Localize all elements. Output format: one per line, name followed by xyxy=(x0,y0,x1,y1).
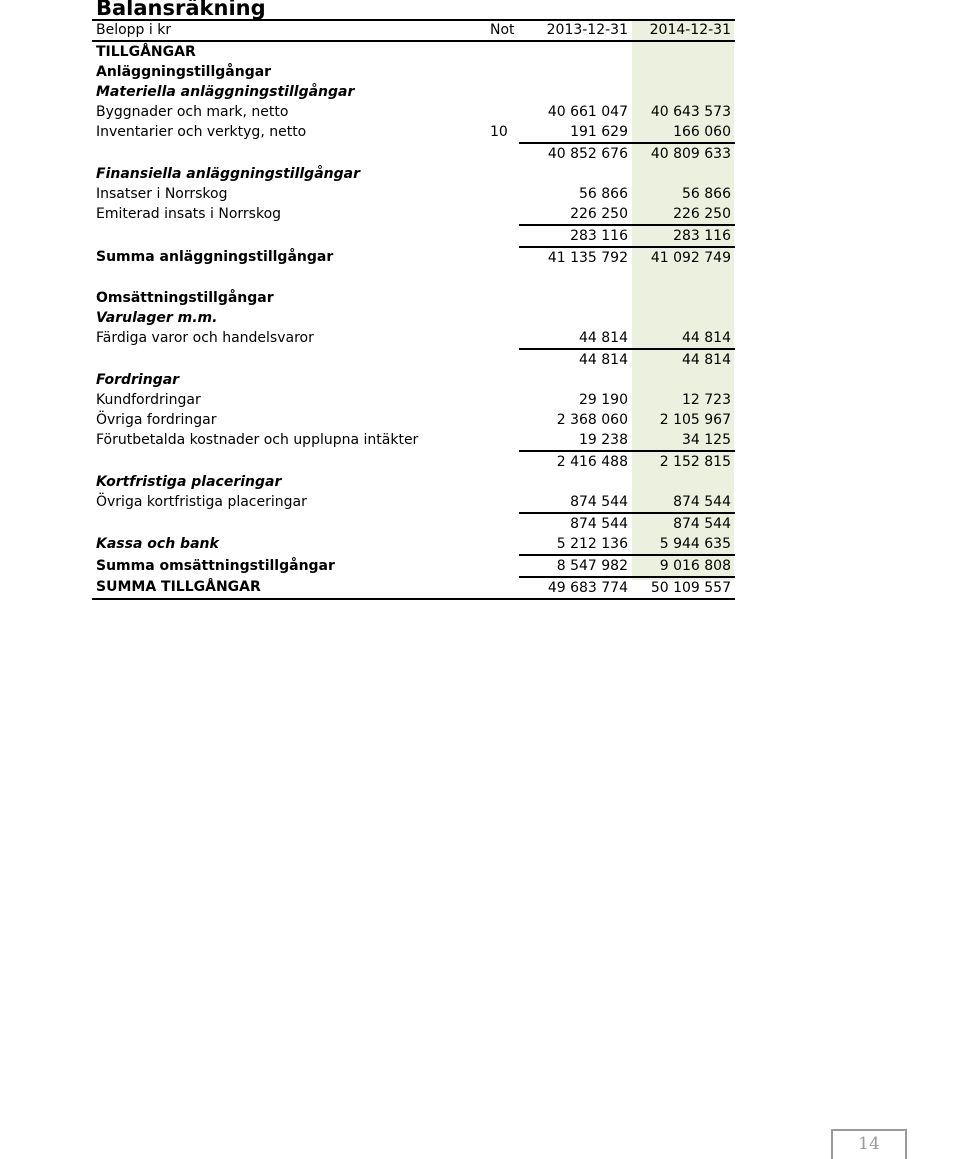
header-note: Not xyxy=(486,20,519,41)
row-note xyxy=(486,82,519,102)
row-value-2014 xyxy=(632,288,735,308)
subtotal-row xyxy=(92,225,735,247)
header-label: Belopp i kr xyxy=(92,20,486,41)
row-value-2014: 874 544 xyxy=(673,515,731,532)
row-value-2013 xyxy=(519,41,632,62)
row-note xyxy=(486,308,519,328)
header-col-2013: 2013-12-31 xyxy=(519,20,632,41)
row-note xyxy=(486,451,519,472)
row-value-2014 xyxy=(632,268,735,288)
row-note xyxy=(486,390,519,410)
row-label xyxy=(92,513,486,534)
row-label: Emiterad insats i Norrskog xyxy=(96,206,282,222)
row-value-2014: 44 814 xyxy=(632,328,735,349)
row-value-2013: 29 190 xyxy=(579,391,628,408)
row-note xyxy=(486,62,519,82)
row-label: Omsättningstillgångar xyxy=(96,289,274,306)
row-value-2014 xyxy=(632,308,735,328)
row-value-2013: 56 866 xyxy=(579,185,628,202)
row-note xyxy=(486,555,519,577)
row-label: Materiella anläggningstillgångar xyxy=(96,83,355,100)
table-row xyxy=(92,164,735,184)
row-note: 10 xyxy=(490,124,508,140)
row-value-2013 xyxy=(519,308,632,328)
row-label: Varulager m.m. xyxy=(96,309,218,326)
table-row xyxy=(92,204,735,225)
page-title: Balansräkning xyxy=(96,0,266,20)
table-row xyxy=(92,492,735,513)
row-label: Övriga kortfristiga placeringar xyxy=(96,494,307,510)
table-row xyxy=(92,370,735,390)
row-value-2013: 2 368 060 xyxy=(556,411,628,428)
row-value-2014 xyxy=(632,41,735,62)
row-note xyxy=(486,370,519,390)
row-value-2013 xyxy=(519,268,632,288)
row-note xyxy=(486,328,519,349)
row-note xyxy=(486,184,519,204)
row-label xyxy=(92,268,486,288)
subtotal-row xyxy=(92,451,735,472)
row-value-2014: 12 723 xyxy=(682,391,731,408)
row-value-2013 xyxy=(519,288,632,308)
row-note xyxy=(486,472,519,492)
row-label: Insatser i Norrskog xyxy=(96,185,228,202)
row-value-2013 xyxy=(519,82,632,102)
row-label: Anläggningstillgångar xyxy=(96,63,272,80)
row-note xyxy=(486,577,519,599)
table-row xyxy=(92,308,735,328)
row-note xyxy=(486,225,519,247)
row-value-2013: 44 814 xyxy=(519,328,632,349)
row-value-2013: 40 852 676 xyxy=(547,145,628,162)
row-note xyxy=(486,430,519,451)
row-value-2014: 40 643 573 xyxy=(650,103,731,120)
row-label: Förutbetalda kostnader och upplupna intäkter xyxy=(96,432,419,448)
row-value-2014: 50 109 557 xyxy=(632,577,735,599)
row-value-2014: 2 152 815 xyxy=(659,453,731,470)
table-row xyxy=(92,430,735,451)
row-note xyxy=(486,349,519,370)
row-value-2013 xyxy=(519,164,632,184)
row-value-2014: 226 250 xyxy=(632,204,735,225)
row-label: Kassa och bank xyxy=(96,536,219,552)
row-value-2014: 56 866 xyxy=(682,185,731,202)
row-value-2014 xyxy=(632,472,735,492)
row-note xyxy=(486,143,519,164)
row-note xyxy=(486,492,519,513)
table-row xyxy=(92,62,735,82)
row-label xyxy=(92,143,486,164)
row-note xyxy=(486,102,519,122)
row-label: Kortfristiga placeringar xyxy=(96,473,282,490)
table-row xyxy=(92,472,735,492)
subtotal-row xyxy=(92,349,735,370)
row-value-2013: 874 544 xyxy=(519,492,632,513)
row-value-2013: 49 683 774 xyxy=(519,577,632,599)
row-note xyxy=(486,247,519,268)
grand-total-row xyxy=(92,577,735,599)
row-label: Summa anläggningstillgångar xyxy=(96,249,334,265)
row-value-2013: 2 416 488 xyxy=(556,453,628,470)
row-note xyxy=(486,534,519,555)
table-row xyxy=(92,82,735,102)
table-row xyxy=(92,184,735,204)
subtotal-row xyxy=(92,143,735,164)
row-value-2013 xyxy=(519,370,632,390)
subtotal-row xyxy=(92,513,735,534)
table-row xyxy=(92,41,735,62)
total-row xyxy=(92,555,735,577)
row-label: Kundfordringar xyxy=(96,391,201,408)
row-value-2014: 283 116 xyxy=(632,225,735,247)
table-row xyxy=(92,122,735,143)
row-note xyxy=(486,41,519,62)
row-label xyxy=(92,225,486,247)
row-value-2013: 8 547 982 xyxy=(519,555,632,577)
row-value-2014: 2 105 967 xyxy=(659,411,731,428)
row-note xyxy=(486,164,519,184)
row-label: Övriga fordringar xyxy=(96,411,217,428)
table-row xyxy=(92,102,735,122)
row-note xyxy=(486,204,519,225)
row-label: Färdiga varor och handelsvaror xyxy=(96,330,314,346)
table-row xyxy=(92,390,735,410)
row-value-2013: 44 814 xyxy=(579,351,628,368)
row-value-2014 xyxy=(632,82,735,102)
row-value-2013 xyxy=(519,62,632,82)
table-header-row xyxy=(92,20,735,41)
row-value-2014: 41 092 749 xyxy=(650,249,731,266)
row-value-2014: 44 814 xyxy=(682,351,731,368)
row-value-2013 xyxy=(519,472,632,492)
table-row xyxy=(92,328,735,349)
row-label: Inventarier och verktyg, netto xyxy=(96,124,307,140)
row-value-2014: 34 125 xyxy=(632,430,735,451)
row-value-2014: 40 809 633 xyxy=(650,145,731,162)
row-value-2013: 19 238 xyxy=(519,430,632,451)
row-value-2014 xyxy=(632,62,735,82)
spacer-row xyxy=(92,268,735,288)
balance-sheet-table xyxy=(92,19,735,600)
row-note xyxy=(486,513,519,534)
row-label: Fordringar xyxy=(96,371,180,388)
row-note xyxy=(486,268,519,288)
total-row xyxy=(92,247,735,268)
row-label: SUMMA TILLGÅNGAR xyxy=(92,577,486,599)
table-row xyxy=(92,534,735,555)
row-value-2013: 191 629 xyxy=(519,122,632,143)
row-value-2014: 9 016 808 xyxy=(632,555,735,577)
row-value-2013: 874 544 xyxy=(570,515,628,532)
table-row xyxy=(92,288,735,308)
table-row xyxy=(92,410,735,430)
row-note xyxy=(486,288,519,308)
row-value-2013: 41 135 792 xyxy=(547,249,628,266)
row-value-2014: 874 544 xyxy=(632,492,735,513)
header-col-2014: 2014-12-31 xyxy=(632,20,735,41)
row-value-2013: 40 661 047 xyxy=(547,103,628,120)
row-label xyxy=(92,451,486,472)
row-label xyxy=(92,349,486,370)
row-label: Byggnader och mark, netto xyxy=(96,103,289,120)
row-label: Summa omsättningstillgångar xyxy=(96,557,335,574)
row-value-2014: 5 944 635 xyxy=(632,534,735,555)
row-value-2014 xyxy=(632,164,735,184)
row-label: TILLGÅNGAR xyxy=(96,43,196,60)
row-value-2013: 226 250 xyxy=(519,204,632,225)
row-value-2014: 166 060 xyxy=(632,122,735,143)
row-value-2013: 5 212 136 xyxy=(519,534,632,555)
row-note xyxy=(486,410,519,430)
row-label: Finansiella anläggningstillgångar xyxy=(96,165,360,182)
row-value-2013: 283 116 xyxy=(519,225,632,247)
row-value-2014 xyxy=(632,370,735,390)
page-number: 14 xyxy=(831,1129,907,1159)
